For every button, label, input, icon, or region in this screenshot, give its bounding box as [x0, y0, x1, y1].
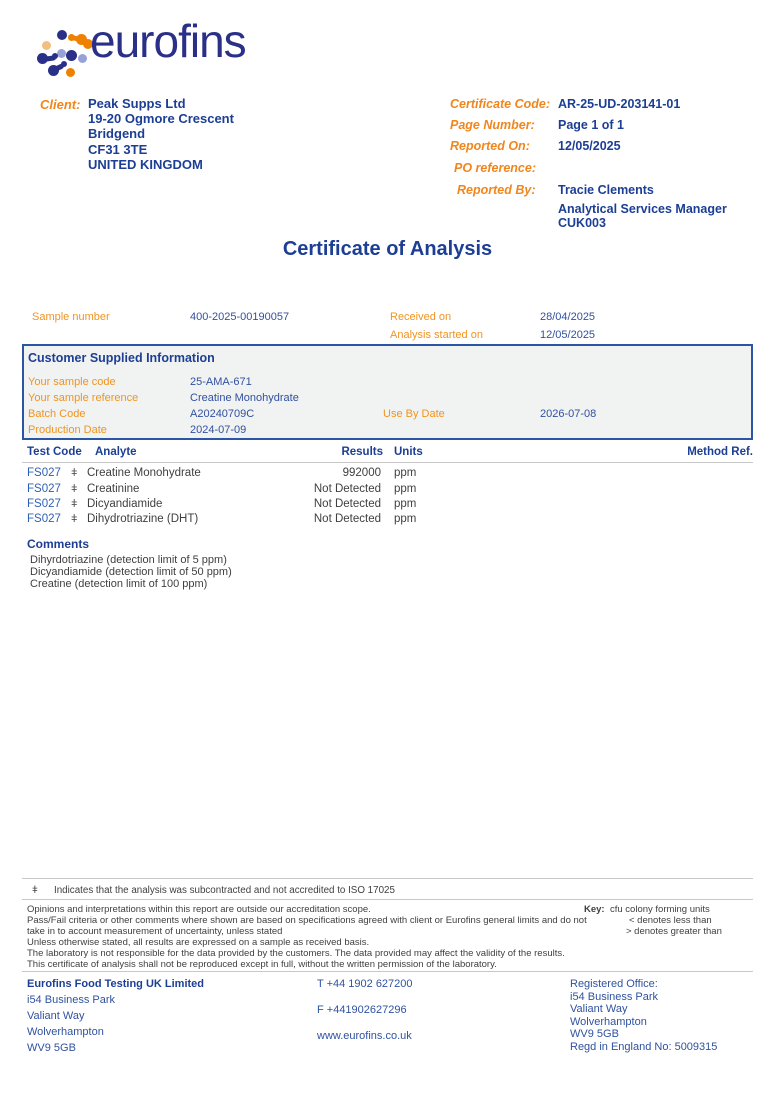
col-header-analyte: Analyte: [95, 446, 137, 458]
reported-by-role: Analytical Services Manager: [558, 202, 727, 216]
batch-code-label: Batch Code: [28, 408, 86, 420]
disclaimer-line: take in to account measurement of uncertainty, unless stated: [27, 926, 283, 937]
reported-on-value: 12/05/2025: [558, 139, 621, 153]
analyte-cell: Dihydrotriazine (DHT): [87, 513, 199, 525]
subcontract-flag: ǂ: [32, 885, 38, 896]
use-by-date-value: 2026-07-08: [540, 408, 597, 420]
registered-office-line: Regd in England No: 5009315: [570, 1040, 718, 1053]
client-address-line: 19-20 Ogmore Crescent: [88, 111, 234, 127]
subcontract-note: Indicates that the analysis was subcontracted and not accredited to ISO 17025: [54, 885, 395, 896]
disclaimer-line: The laboratory is not responsible for the data provided by the customers. The data provided may affect the validity of the results.: [27, 948, 565, 959]
col-header-units: Units: [394, 446, 423, 458]
page-number-label: Page Number:: [450, 118, 535, 132]
subcontract-flag: ǂ: [71, 513, 78, 525]
registered-office-line: Valiant Way: [570, 1003, 628, 1015]
reported-by-code: CUK003: [558, 216, 606, 230]
registered-office-line: Registered Office:: [570, 978, 658, 990]
comment-line: Creatine (detection limit of 100 ppm): [30, 578, 208, 590]
footer-website-link[interactable]: www.eurofins.co.uk: [317, 1030, 412, 1042]
sample-number-label: Sample number: [32, 311, 110, 323]
reported-by-value: Tracie Clements: [558, 183, 654, 197]
analyte-cell: Creatine Monohydrate: [87, 467, 201, 479]
page-title: Certificate of Analysis: [282, 238, 493, 260]
po-reference-label: PO reference:: [454, 161, 536, 175]
key-entry: cfu colony forming units: [610, 904, 710, 915]
sample-code-label: Your sample code: [28, 376, 116, 388]
result-cell: Not Detected: [313, 498, 381, 510]
subcontract-flag: ǂ: [71, 483, 78, 495]
comment-line: Dicyandiamide (detection limit of 50 ppm): [30, 566, 232, 578]
comment-line: Dihyrdotriazine (detection limit of 5 ppm): [30, 554, 227, 566]
sample-reference-value: Creatine Monohydrate: [190, 392, 299, 404]
subcontract-flag: ǂ: [71, 467, 78, 479]
production-date-value: 2024-07-09: [190, 424, 247, 436]
client-address-line: Peak Supps Ltd: [88, 96, 186, 111]
footer-company-line: i54 Business Park: [27, 994, 116, 1006]
footer-rule: [22, 971, 753, 972]
client-address-line: UNITED KINGDOM: [88, 156, 203, 172]
eurofins-logo-icon: [36, 22, 94, 78]
client-address-line: Bridgend: [88, 126, 146, 142]
reported-by-label: Reported By:: [457, 183, 536, 197]
client-address-line: CF31 3TE: [88, 141, 148, 157]
footer-company-line: Valiant Way: [27, 1010, 85, 1022]
table-header-rule: [22, 462, 753, 463]
received-on-label: Received on: [390, 311, 452, 323]
test-code-cell: FS027: [27, 483, 61, 495]
analyte-cell: Creatinine: [87, 483, 140, 495]
sample-code-value: 25-AMA-671: [190, 376, 252, 388]
col-header-test-code: Test Code: [27, 446, 82, 458]
footer-fax: F +441902627296: [317, 1004, 407, 1016]
key-entry: < denotes less than: [629, 915, 712, 926]
client-label: Client:: [40, 97, 81, 112]
analysis-started-label: Analysis started on: [390, 329, 483, 341]
registered-office-line: WV9 5GB: [570, 1028, 619, 1040]
sample-reference-label: Your sample reference: [28, 392, 139, 404]
test-code-cell: FS027: [27, 467, 61, 479]
test-code-cell: FS027: [27, 513, 61, 525]
comments-title: Comments: [27, 537, 90, 551]
result-cell: Not Detected: [313, 513, 381, 525]
footnote-top-rule: [22, 878, 753, 879]
batch-code-value: A20240709C: [190, 408, 255, 420]
unit-cell: ppm: [394, 483, 417, 495]
col-header-results: Results: [341, 446, 383, 458]
result-cell: 992000: [342, 467, 381, 479]
registered-office-line: i54 Business Park: [570, 990, 659, 1003]
eurofins-logo-text: eurofins: [90, 15, 246, 67]
client-address: [88, 96, 234, 172]
customer-info-title: Customer Supplied Information: [28, 351, 215, 365]
footer-company-line: Wolverhampton: [27, 1026, 104, 1038]
test-code-cell: FS027: [27, 498, 61, 510]
subcontract-flag: ǂ: [71, 498, 78, 510]
key-label: Key:: [584, 904, 605, 915]
registered-office-line: Wolverhampton: [570, 1015, 647, 1028]
disclaimer-line: This certificate of analysis shall not be reproduced except in full, without the written permission of the laboratory.: [27, 959, 497, 970]
reported-on-label: Reported On:: [450, 139, 530, 153]
footer-phone: T +44 1902 627200: [317, 978, 413, 990]
unit-cell: ppm: [394, 498, 417, 510]
disclaimer-line: Pass/Fail criteria or other comments where shown are based on specifications agreed with client or Eurofins general limits and do not: [27, 915, 587, 926]
production-date-label: Production Date: [28, 424, 107, 436]
sample-number-value: 400-2025-00190057: [190, 311, 290, 323]
unit-cell: ppm: [394, 467, 417, 479]
disclaimer-line: Unless otherwise stated, all results are expressed on a sample as received basis.: [27, 937, 370, 948]
certificate-code-value: AR-25-UD-203141-01: [558, 97, 681, 111]
disclaimer-line: Opinions and interpretations within this report are outside our accreditation scope.: [27, 904, 371, 915]
col-header-method-ref: Method Ref.: [687, 446, 753, 458]
footer-registered-office: [570, 978, 717, 1053]
page-number-value: Page 1 of 1: [558, 118, 624, 132]
analyte-cell: Dicyandiamide: [87, 498, 163, 510]
result-cell: Not Detected: [313, 483, 381, 495]
certificate-code-label: Certificate Code:: [450, 97, 551, 111]
analysis-started-value: 12/05/2025: [540, 329, 596, 341]
footer-company-name: Eurofins Food Testing UK Limited: [27, 978, 205, 990]
footnote-bottom-rule: [22, 899, 753, 900]
use-by-date-label: Use By Date: [383, 408, 445, 420]
footer-company-line: WV9 5GB: [27, 1042, 76, 1054]
unit-cell: ppm: [394, 513, 417, 525]
received-on-value: 28/04/2025: [540, 311, 596, 323]
key-entry: > denotes greater than: [626, 926, 722, 937]
